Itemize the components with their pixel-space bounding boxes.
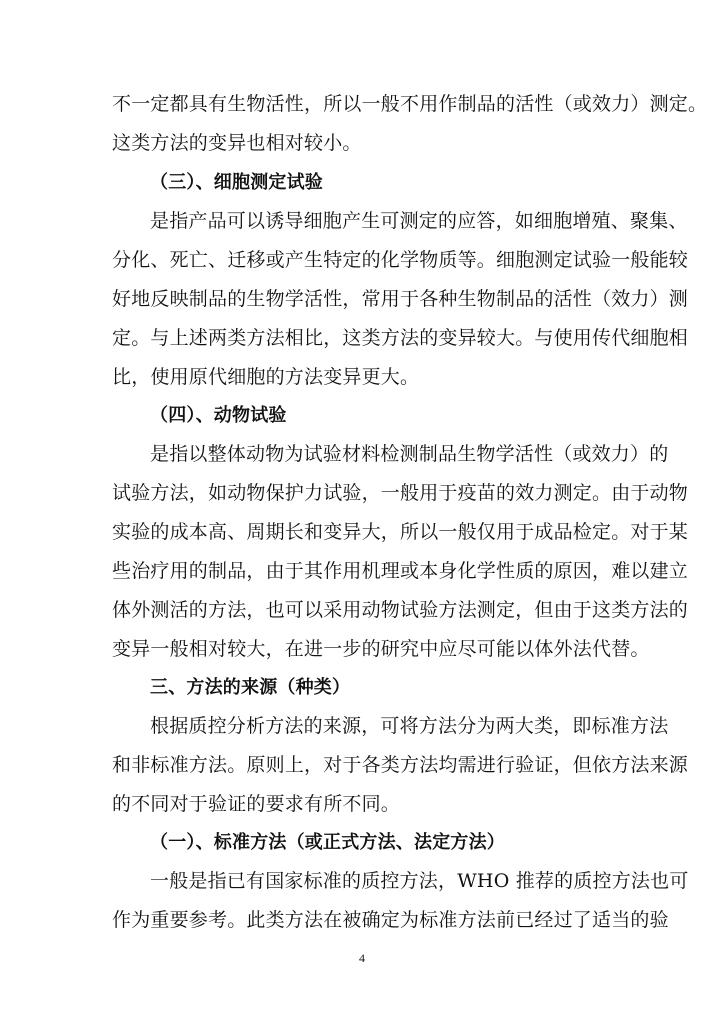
section-heading: （四）、动物试验 xyxy=(150,405,287,426)
text-line: 一般是指已有国家标准的质控方法，WHO 推荐的质控方法也可 xyxy=(150,870,689,892)
text-line: 定。与上述两类方法相比，这类方法的变异较大。与使用传代细胞相 xyxy=(112,327,689,349)
text-line: 体外测活的方法，也可以采用动物试验方法测定，但由于这类方法的 xyxy=(112,599,689,621)
text-line: 分化、死亡、迁移或产生特定的化学物质等。细胞测定试验一般能较 xyxy=(112,249,689,271)
text-line: 好地反映制品的生物学活性，常用于各种生物制品的活性（效力）测 xyxy=(112,288,689,310)
text-line: 试验方法，如动物保护力试验，一般用于疫苗的效力测定。由于动物 xyxy=(112,482,689,504)
text-line: 的不同对于验证的要求有所不同。 xyxy=(112,793,401,815)
text-line: 作为重要参考。此类方法在被确定为标准方法前已经过了适当的验 xyxy=(112,909,669,931)
section-heading: （三）、细胞测定试验 xyxy=(150,172,323,193)
text-line: 些治疗用的制品，由于其作用机理或本身化学性质的原因，难以建立 xyxy=(112,560,689,582)
text-line: 不一定都具有生物活性，所以一般不用作制品的活性（或效力）测定。 xyxy=(112,93,708,115)
text-line: 是指产品可以诱导细胞产生可测定的应答，如细胞增殖、聚集、 xyxy=(150,210,688,232)
text-line: 是指以整体动物为试验材料检测制品生物学活性（或效力）的 xyxy=(150,443,669,465)
text-line: 这类方法的变异也相对较小。 xyxy=(112,132,362,154)
text-line: 和非标准方法。原则上，对于各类方法均需进行验证，但依方法来源 xyxy=(112,754,689,776)
text-line: 比，使用原代细胞的方法变异更大。 xyxy=(112,366,420,388)
text-line: 实验的成本高、周期长和变异大，所以一般仅用于成品检定。对于某 xyxy=(112,521,689,543)
section-heading: （一）、标准方法（或正式方法、法定方法） xyxy=(150,832,505,853)
text-line: 变异一般相对较大，在进一步的研究中应尽可能以体外法代替。 xyxy=(112,638,650,660)
text-line: 根据质控分析方法的来源，可将方法分为两大类，即标准方法 xyxy=(150,715,669,737)
page-number: 4 xyxy=(359,951,365,965)
section-heading: 三、方法的来源（种类） xyxy=(150,677,351,698)
